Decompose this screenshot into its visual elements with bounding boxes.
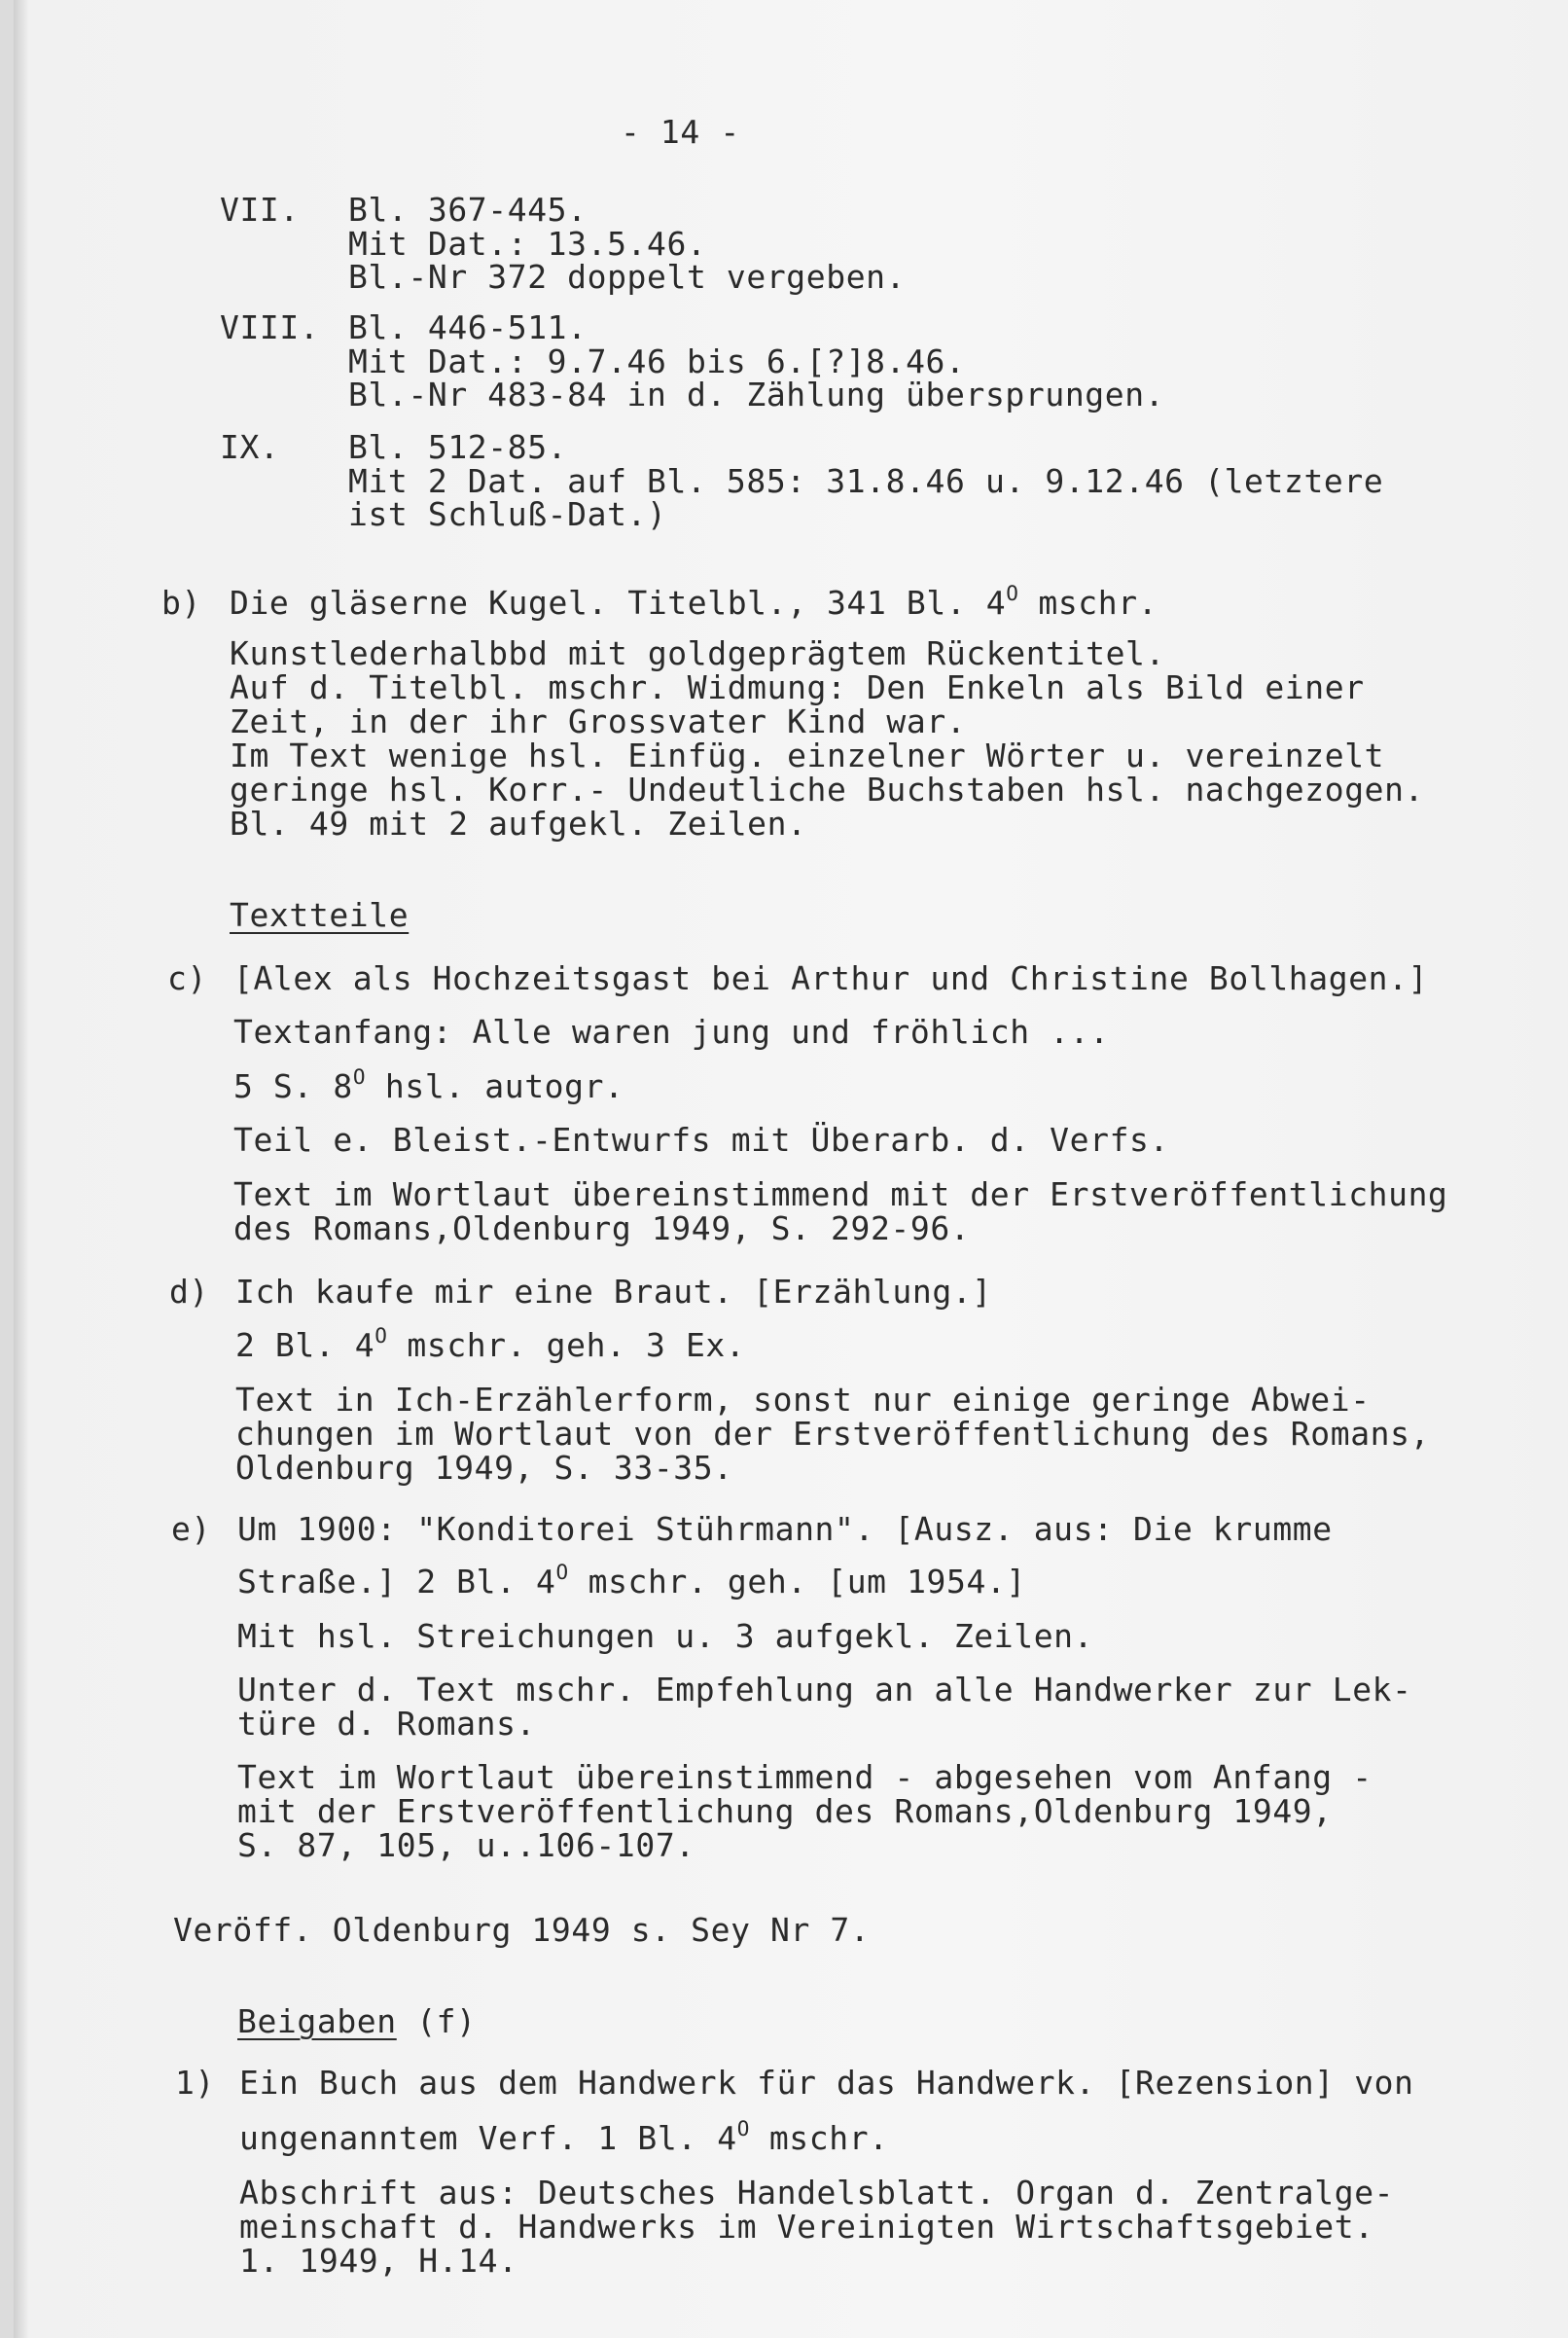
- entry-b-dedication: Auf d. Titelbl. mschr. Widmung: Den Enkeln als Bild einer: [230, 668, 1365, 706]
- publication-note: Veröff. Oldenburg 1949 s. Sey Nr 7.: [173, 1911, 871, 1949]
- entry-d-text: Text in Ich-Erzählerform, sonst nur einige geringe Abwei-: [235, 1381, 1371, 1419]
- entry-d-text-cont: chungen im Wortlaut von der Erstveröffentlichung des Romans,: [235, 1415, 1431, 1453]
- entry-c-title: [Alex als Hochzeitsgast bei Arthur und Christine Bollhagen.]: [233, 959, 1429, 997]
- entry-e-title: Um 1900: "Konditorei Stührmann". [Ausz. aus: Die krumme: [237, 1510, 1333, 1548]
- volume-vii-leaves: Bl. 367-445.: [348, 191, 588, 229]
- entry-1-extent: ungenanntem Verf. 1 Bl. $4^O$ mschr.: [239, 2117, 889, 2157]
- volume-vii-dates: Mit Dat.: 13.5.46.: [348, 225, 707, 263]
- entry-e-marker: e): [171, 1510, 211, 1548]
- volume-ix-leaves: Bl. 512-85.: [348, 428, 568, 466]
- volume-viii-dates: Mit Dat.: 9.7.46 bis 6.[?]8.46.: [348, 342, 966, 380]
- entry-b-binding: Kunstlederhalbbd mit goldgeprägtem Rückentitel.: [230, 634, 1165, 672]
- volume-viii-note: Bl.-Nr 483-84 in d. Zählung übersprungen.: [348, 376, 1165, 414]
- section-heading-textteile: Textteile: [230, 896, 410, 934]
- volume-viii-leaves: Bl. 446-511.: [348, 308, 588, 346]
- entry-c-incipit: Textanfang: Alle waren jung und fröhlich ...: [233, 1013, 1110, 1051]
- entry-1-source-cont: meinschaft d. Handwerks im Vereinigten Wirtschaftsgebiet.: [239, 2208, 1374, 2246]
- entry-c-text: Text im Wortlaut übereinstimmend mit der Erstveröffentlichung: [233, 1175, 1448, 1213]
- entry-1-source: Abschrift aus: Deutsches Handelsblatt. Organ d. Zentralge-: [239, 2174, 1395, 2212]
- entry-e-title-cont: Straße.] 2 Bl. $4^O$ mschr. geh. [um 1954.]: [237, 1561, 1026, 1601]
- entry-c-extent: 5 S. $8^O$ hsl. autogr.: [233, 1065, 624, 1105]
- entry-b-leaf-note: Bl. 49 mit 2 aufgekl. Zeilen.: [230, 805, 807, 843]
- entry-b-corrections-cont: geringe hsl. Korr.- Undeutliche Buchstaben hsl. nachgezogen.: [230, 771, 1425, 809]
- entry-d-title: Ich kaufe mir eine Braut. [Erzählung.]: [235, 1273, 992, 1311]
- entry-b-title: Die gläserne Kugel. Titelbl., 341 Bl. $4^O$ mschr.: [230, 582, 1158, 622]
- volume-ix-dates: Mit 2 Dat. auf Bl. 585: 31.8.46 u. 9.12.46 (letztere: [348, 462, 1384, 500]
- entry-d-extent: 2 Bl. $4^O$ mschr. geh. 3 Ex.: [235, 1324, 746, 1364]
- section-heading-beigaben: Beigaben (f): [237, 2002, 477, 2040]
- entry-c-text-cont: des Romans,Oldenburg 1949, S. 292-96.: [233, 1209, 971, 1247]
- entry-e-note: Mit hsl. Streichungen u. 3 aufgekl. Zeilen.: [237, 1617, 1094, 1655]
- entry-e-text-cont: mit der Erstveröffentlichung des Romans,Oldenburg 1949,: [237, 1792, 1333, 1830]
- entry-b-corrections: Im Text wenige hsl. Einfüg. einzelner Wörter u. vereinzelt: [230, 737, 1385, 774]
- entry-1-source-end: 1. 1949, H.14.: [239, 2242, 518, 2280]
- entry-d-text-end: Oldenburg 1949, S. 33-35.: [235, 1449, 733, 1487]
- entry-e-text-end: S. 87, 105, u..106-107.: [237, 1826, 695, 1864]
- volume-label-ix: IX.: [220, 428, 280, 466]
- entry-c-marker: c): [167, 959, 207, 997]
- entry-e-recommendation: Unter d. Text mschr. Empfehlung an alle Handwerker zur Lek-: [237, 1671, 1412, 1709]
- entry-b-marker: b): [161, 584, 201, 622]
- volume-label-viii: VIII.: [220, 308, 320, 346]
- volume-label-vii: VII.: [220, 191, 300, 229]
- page-number: - 14 -: [621, 113, 740, 151]
- document-page: [14, 0, 1568, 2338]
- volume-ix-note: ist Schluß-Dat.): [348, 495, 667, 533]
- entry-b-dedication-cont: Zeit, in der ihr Grossvater Kind war.: [230, 702, 967, 740]
- entry-e-recommendation-cont: türe d. Romans.: [237, 1705, 537, 1743]
- volume-vii-note: Bl.-Nr 372 doppelt vergeben.: [348, 258, 907, 296]
- entry-c-note: Teil e. Bleist.-Entwurfs mit Überarb. d. Verfs.: [233, 1121, 1169, 1159]
- entry-d-marker: d): [169, 1273, 209, 1311]
- entry-e-text: Text im Wortlaut übereinstimmend - abgesehen vom Anfang -: [237, 1758, 1372, 1796]
- entry-1-title: Ein Buch aus dem Handwerk für das Handwerk. [Rezension] von: [239, 2064, 1414, 2102]
- entry-1-marker: 1): [175, 2064, 215, 2102]
